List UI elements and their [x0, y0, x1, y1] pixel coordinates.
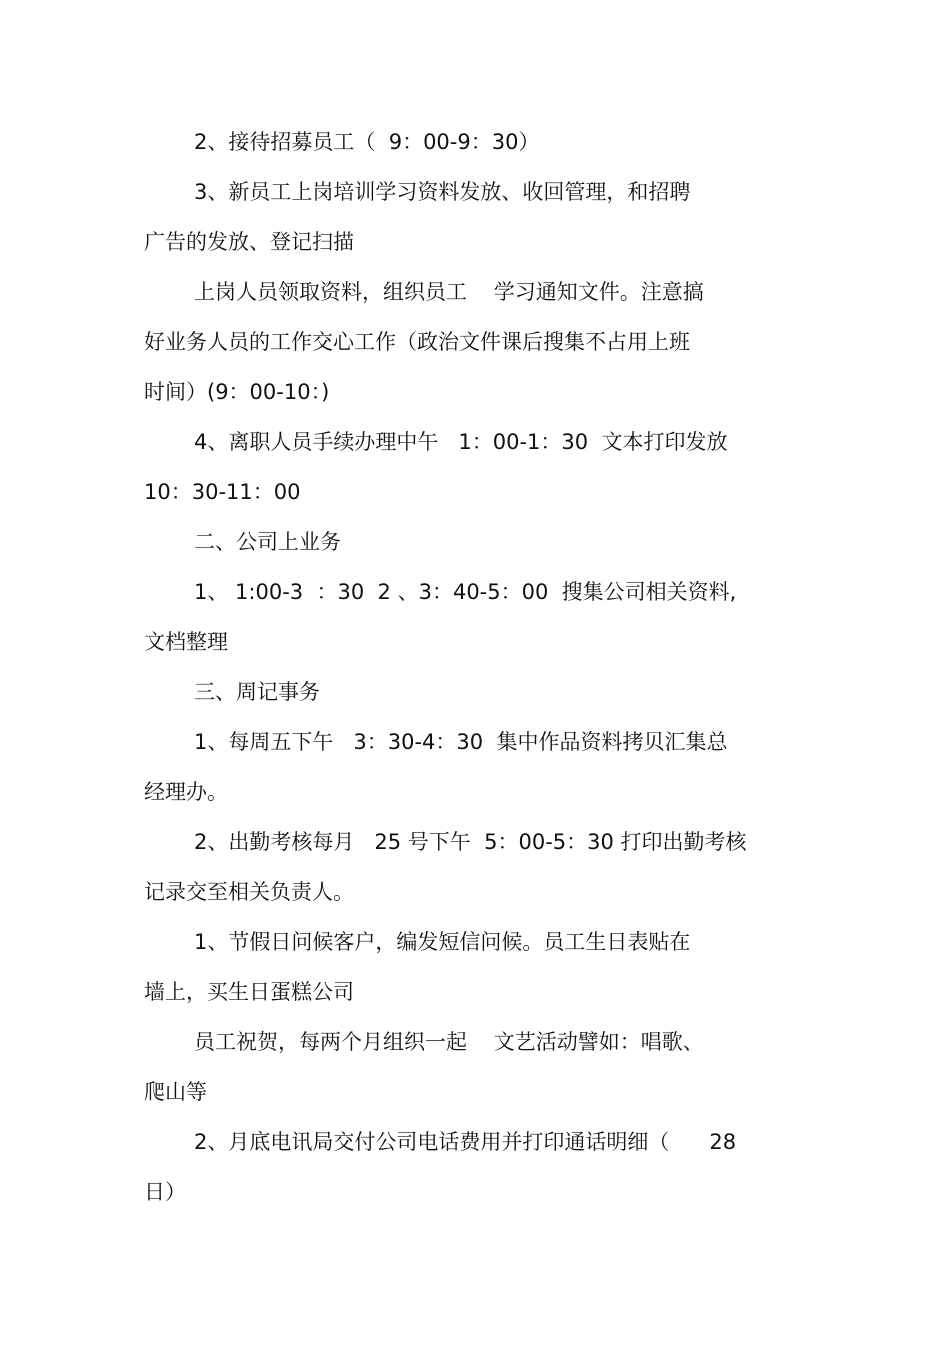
section-heading: 三、周记事务: [194, 680, 320, 704]
text-line: 上岗人员领取资料，组织员工 学习通知文件。注意搞: [194, 280, 704, 304]
text-line: 2、月底电讯局交付公司电话费用并打印通话明细（ 28: [194, 1130, 737, 1154]
text-line: 经理办。: [144, 780, 228, 804]
section-heading: 二、公司上业务: [194, 530, 341, 554]
text-line: 爬山等: [144, 1080, 207, 1104]
text-line: 时间）(9：00-10：): [144, 380, 330, 404]
text-line: 员工祝贺，每两个月组织一起 文艺活动譬如：唱歌、: [194, 1030, 704, 1054]
text-line: 记录交至相关负责人。: [144, 880, 354, 904]
text-line: 文档整理: [144, 630, 228, 654]
text-line: 1、节假日问候客户，编发短信问候。员工生日表贴在: [194, 930, 691, 954]
text-line: 好业务人员的工作交心工作（政治文件课后搜集不占用上班: [144, 330, 690, 354]
text-line: 1、每周五下午 3：30-4：30 集中作品资料拷贝汇集总: [194, 730, 728, 754]
text-line: 广告的发放、登记扫描: [144, 230, 354, 254]
text-line: 2、接待招募员工（ 9：00-9：30）: [194, 130, 540, 154]
text-line: 1、 1:00-3 ：30 2 、3：40-5：00 搜集公司相关资料,: [194, 580, 737, 604]
text-line: 日）: [144, 1180, 186, 1204]
text-line: 3、新员工上岗培训学习资料发放、收回管理，和招聘: [194, 180, 691, 204]
text-line: 墙上，买生日蛋糕公司: [144, 980, 354, 1004]
text-line: 2、出勤考核每月 25 号下午 5：00-5：30 打印出勤考核: [194, 830, 747, 854]
text-line: 10：30-11：00: [144, 480, 301, 504]
text-line: 4、离职人员手续办理中午 1：00-1：30 文本打印发放: [194, 430, 728, 454]
